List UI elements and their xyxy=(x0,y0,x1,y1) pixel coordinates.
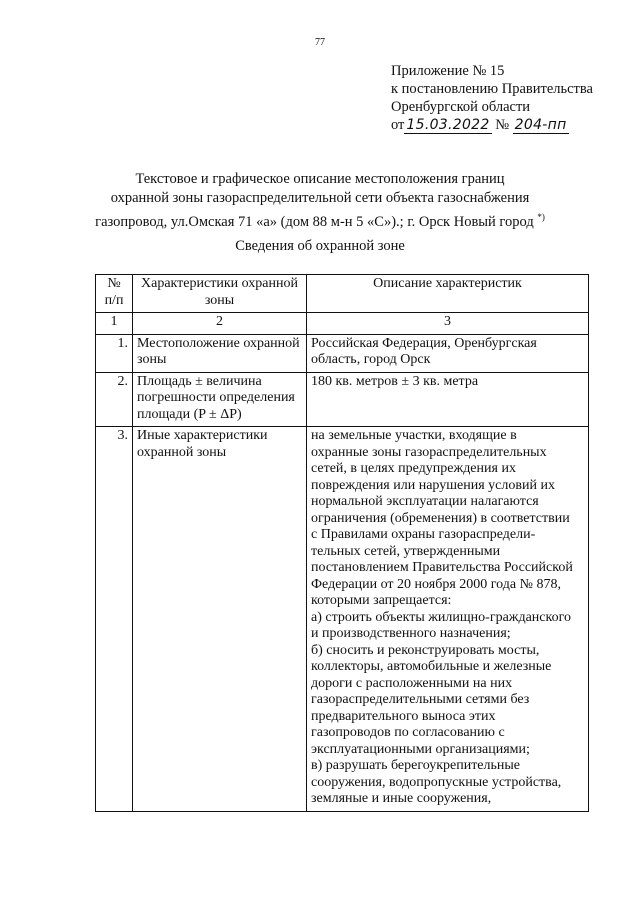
appendix-line-2: к постановлению Правительства xyxy=(391,81,593,97)
appendix-line-1: Приложение № 15 xyxy=(391,63,505,79)
description-line: эксплуатационными организациями; xyxy=(311,741,530,757)
row-number: 3. xyxy=(96,427,133,812)
zone-info-table xyxy=(95,274,589,812)
table-header-row xyxy=(96,275,589,313)
row-characteristic: Иные характеристики охранной зоны xyxy=(133,427,307,812)
description-line: Федерации от 20 ноября 2000 года № 878, xyxy=(311,576,561,592)
index-cell-3: 3 xyxy=(307,313,589,335)
description-line: Российская Федерация, Оренбургская xyxy=(311,335,537,351)
table-index-row xyxy=(96,313,589,335)
description-line: постановлением Правительства Российской xyxy=(311,560,573,575)
table-row xyxy=(96,427,589,812)
description-line: б) сносить и реконструировать мосты, xyxy=(311,642,540,658)
row-description xyxy=(307,427,589,812)
index-cell-1: 1 xyxy=(96,313,133,335)
row-characteristic: Местоположение охранной зоны xyxy=(133,334,307,372)
table-row xyxy=(96,334,589,372)
appendix-block xyxy=(391,62,593,134)
header-description: Описание характеристик xyxy=(307,275,589,313)
header-number: № п/п xyxy=(96,275,133,313)
description-line: на земельные участки, входящие в xyxy=(311,428,517,443)
description-line: повреждения или нарушения условий их xyxy=(311,477,555,493)
description-line: земляные и иные сооружения, xyxy=(311,791,492,806)
description-line: в) разрушать берегоукрепительные xyxy=(311,758,521,773)
title-line-3-text: газопровод, ул.Омская 71 «а» (дом 88 м-н 5 «С»).; г. Орск Новый город xyxy=(95,213,534,230)
appendix-date-line xyxy=(391,116,593,134)
description-line: нормальной эксплуатации налагаются xyxy=(311,494,539,509)
table-row xyxy=(96,372,589,427)
appendix-line-3: Оренбургской области xyxy=(391,99,531,115)
description-line: дороги с расположенными на них xyxy=(311,675,513,691)
description-line: газопроводов по согласованию с xyxy=(311,725,505,740)
from-label: от xyxy=(391,117,405,133)
description-line: с Правилами охраны газораспредели- xyxy=(311,527,536,542)
handwritten-date: 15.03.2022 xyxy=(406,117,490,133)
description-line: и производственного назначения; xyxy=(311,626,511,641)
description-line: ограничения (обременения) в соответствии xyxy=(311,510,570,526)
index-cell-2: 2 xyxy=(133,313,307,335)
title-line-3 xyxy=(0,208,640,232)
description-line: сетей, в целях предупреждения их xyxy=(311,461,516,476)
description-line: а) строить объекты жилищно-гражданского xyxy=(311,609,571,625)
description-line: газораспределительными сетями без xyxy=(311,692,530,707)
footnote-mark: *) xyxy=(537,212,545,222)
section-subtitle: Сведения об охранной зоне xyxy=(235,238,405,254)
description-line: которыми запрещается: xyxy=(311,593,452,608)
description-line: область, город Орск xyxy=(311,352,431,367)
number-label: № xyxy=(495,117,510,133)
title-line-1: Текстовое и графическое описание местоположения границ xyxy=(135,171,505,187)
row-description xyxy=(307,334,589,372)
description-line: сооружения, водопропускные устройства, xyxy=(311,774,562,790)
row-description xyxy=(307,372,589,427)
document-title xyxy=(0,170,640,232)
handwritten-number: 204-пп xyxy=(514,117,567,133)
description-line: коллекторы, автомобильные и железные xyxy=(311,659,552,674)
description-line: охранные зоны газораспределительных xyxy=(311,444,547,460)
title-line-2: охранной зоны газораспределительной сети объекта газоснабжения xyxy=(110,190,530,206)
description-line: предварительного выноса этих xyxy=(311,708,496,724)
description-line: 180 кв. метров ± 3 кв. метра xyxy=(311,373,479,389)
row-characteristic: Площадь ± величина погрешности определения площади (P ± ΔP) xyxy=(133,372,307,427)
row-number: 1. xyxy=(96,334,133,372)
header-characteristic: Характеристики охранной зоны xyxy=(133,275,307,313)
page-number: 77 xyxy=(315,37,325,48)
row-number: 2. xyxy=(96,372,133,427)
description-line: тельных сетей, утвержденными xyxy=(311,543,501,559)
